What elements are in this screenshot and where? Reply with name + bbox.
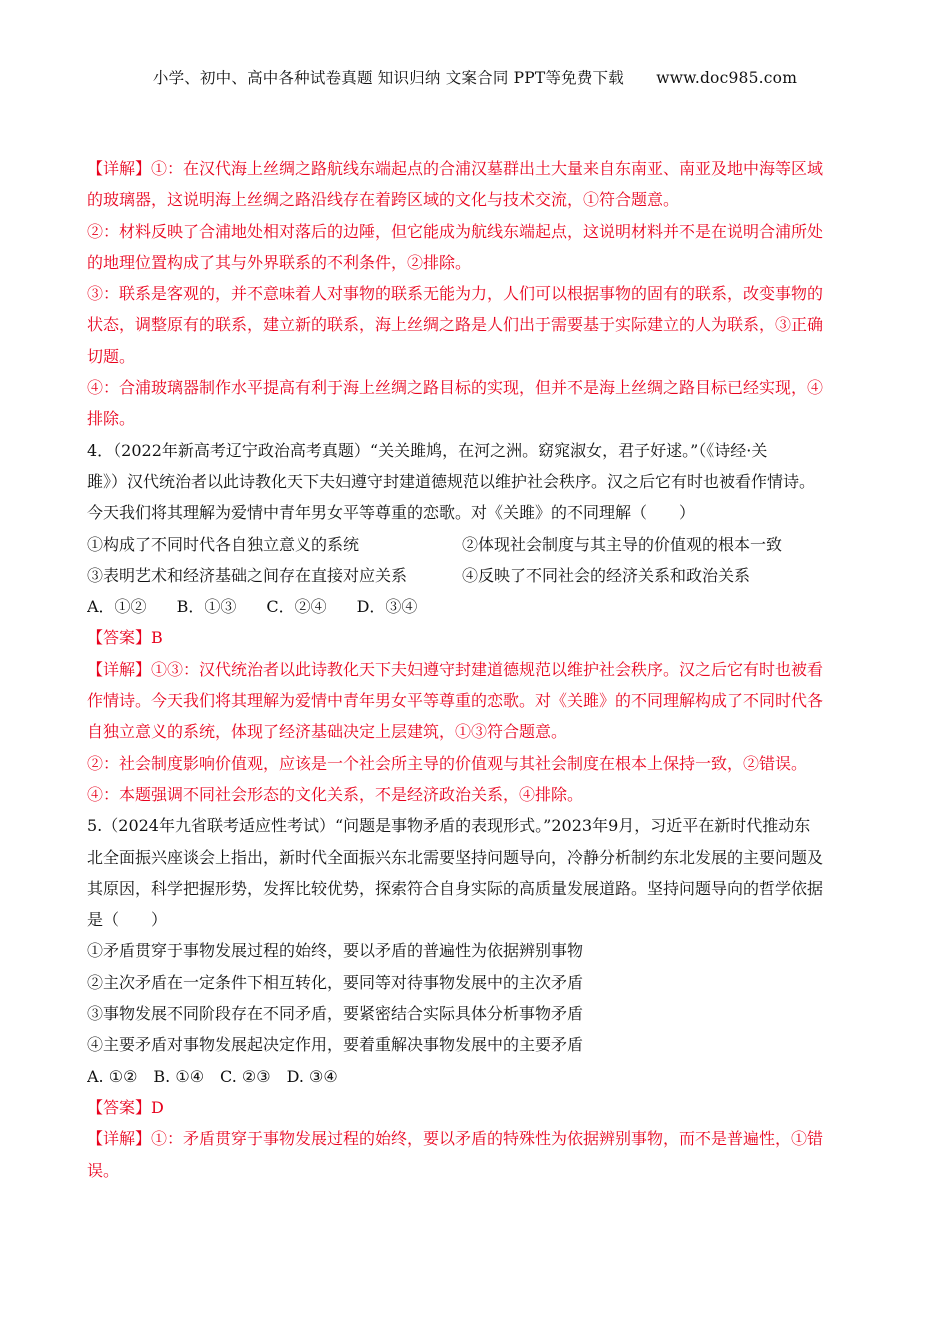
question-stem-line: 其原因，科学把握形势，发挥比较优势，探索符合自身实际的高质量发展道路。坚持问题导向的哲学依据: [87, 878, 824, 898]
option-d: D．③④: [356, 597, 418, 617]
answer-label: 【答案】B: [87, 628, 163, 648]
page-header: [0, 66, 950, 88]
question-stem-line: 今天我们将其理解为爱情中青年男女平等尊重的恋歌。对《关雎》的不同理解（ ）: [87, 503, 696, 523]
detail-line: 误。: [87, 1160, 120, 1180]
question-stem-line: 5.（2024年九省联考适应性考试）“问题是事物矛盾的表现形式。”2023年9月，习近平在新时代推动东: [87, 816, 811, 836]
choice-item: ①矛盾贯穿于事物发展过程的始终，要以矛盾的普遍性为依据辨别事物: [87, 941, 584, 961]
detail-line: ③：联系是客观的，并不意味着人对事物的联系无能为力，人们可以根据事物的固有的联系，改变事物的: [87, 284, 824, 304]
q3-detail: [87, 153, 865, 435]
choice-item: ②体现社会制度与其主导的价值观的根本一致: [462, 534, 783, 554]
question-stem-line: 是（ ）: [87, 910, 168, 930]
detail-line: 状态，调整原有的联系，建立新的联系，海上丝绸之路是人们出于需要基于实际建立的人为联系，③正确: [87, 315, 824, 335]
detail-line: 切题。: [87, 346, 136, 366]
option-b: B．①③: [176, 597, 237, 617]
detail-line: 【详解】①③：汉代统治者以此诗教化天下夫妇遵守封建道德规范以维护社会秩序。汉之后它有时也被看: [87, 659, 824, 679]
detail-line: 作情诗。今天我们将其理解为爱情中青年男女平等尊重的恋歌。对《关雎》的不同理解构成了不同时代各: [87, 691, 824, 711]
detail-line: ②：社会制度影响价值观，应该是一个社会所主导的价值观与其社会制度在根本上保持一致，②错误。: [87, 753, 808, 773]
detail-line: ④：合浦玻璃器制作水平提高有利于海上丝绸之路目标的实现，但并不是海上丝绸之路目标已经实现，④: [87, 378, 824, 398]
detail-line: 自独立意义的系统，体现了经济基础决定上层建筑，①③符合题意。: [87, 722, 568, 742]
header-url: www.doc985.com: [656, 69, 798, 87]
answer-options: [87, 591, 865, 622]
detail-line: 【详解】①：矛盾贯穿于事物发展过程的始终，要以矛盾的特殊性为依据辨别事物，而不是普遍性，①错: [87, 1129, 824, 1149]
header-text: 小学、初中、高中各种试卷真题 知识归纳 文案合同 PPT等免费下载: [152, 69, 624, 87]
detail-line: 【详解】①：在汉代海上丝绸之路航线东端起点的合浦汉墓群出土大量来自东南亚、南亚及地中海等区域: [87, 159, 824, 178]
question-stem-line: 北全面振兴座谈会上指出，新时代全面振兴东北需要坚持问题导向，冷静分析制约东北发展的主要问题及: [87, 847, 824, 867]
detail-line: ④：本题强调不同社会形态的文化关系，不是经济政治关系，④排除。: [87, 784, 584, 804]
detail-line: 的地理位置构成了其与外界联系的不利条件，②排除。: [87, 252, 472, 272]
answer-options: A. ①② B. ①④ C. ②③ D. ③④: [87, 1066, 338, 1086]
choice-item: ④反映了不同社会的经济关系和政治关系: [462, 565, 751, 585]
choice-item: ③事物发展不同阶段存在不同矛盾，要紧密结合实际具体分析事物矛盾: [87, 1004, 584, 1024]
detail-line: 排除。: [87, 409, 136, 429]
choice-item: ④主要矛盾对事物发展起决定作用，要着重解决事物发展中的主要矛盾: [87, 1035, 584, 1055]
choice-item: ③表明艺术和经济基础之间存在直接对应关系: [87, 565, 408, 585]
answer-label: 【答案】D: [87, 1097, 164, 1117]
option-a: A．①②: [87, 597, 147, 617]
document-body: [87, 153, 865, 1186]
detail-line: 的玻璃器，这说明海上丝绸之路沿线存在着跨区域的文化与技术交流，①符合题意。: [87, 190, 680, 210]
choice-row: [87, 560, 865, 591]
choice-row: [87, 529, 865, 560]
question-stem-line: 4．（2022年新高考辽宁政治高考真题）“关关雎鸠，在河之洲。窈窕淑女，君子好逑。”（《诗经·关: [87, 440, 768, 460]
question-5: [87, 810, 865, 1186]
question-4: [87, 435, 865, 811]
detail-line: ②：材料反映了合浦地处相对落后的边陲，但它能成为航线东端起点，这说明材料并不是在说明合浦所处: [87, 221, 824, 241]
choice-item: ②主次矛盾在一定条件下相互转化，要同等对待事物发展中的主次矛盾: [87, 972, 584, 992]
choice-item: ①构成了不同时代各自独立意义的系统: [87, 534, 360, 554]
question-stem-line: 雎》）汉代统治者以此诗教化天下夫妇遵守封建道德规范以维护社会秩序。汉之后它有时也被看作情诗。: [87, 471, 816, 491]
option-c: C．②④: [266, 597, 327, 617]
